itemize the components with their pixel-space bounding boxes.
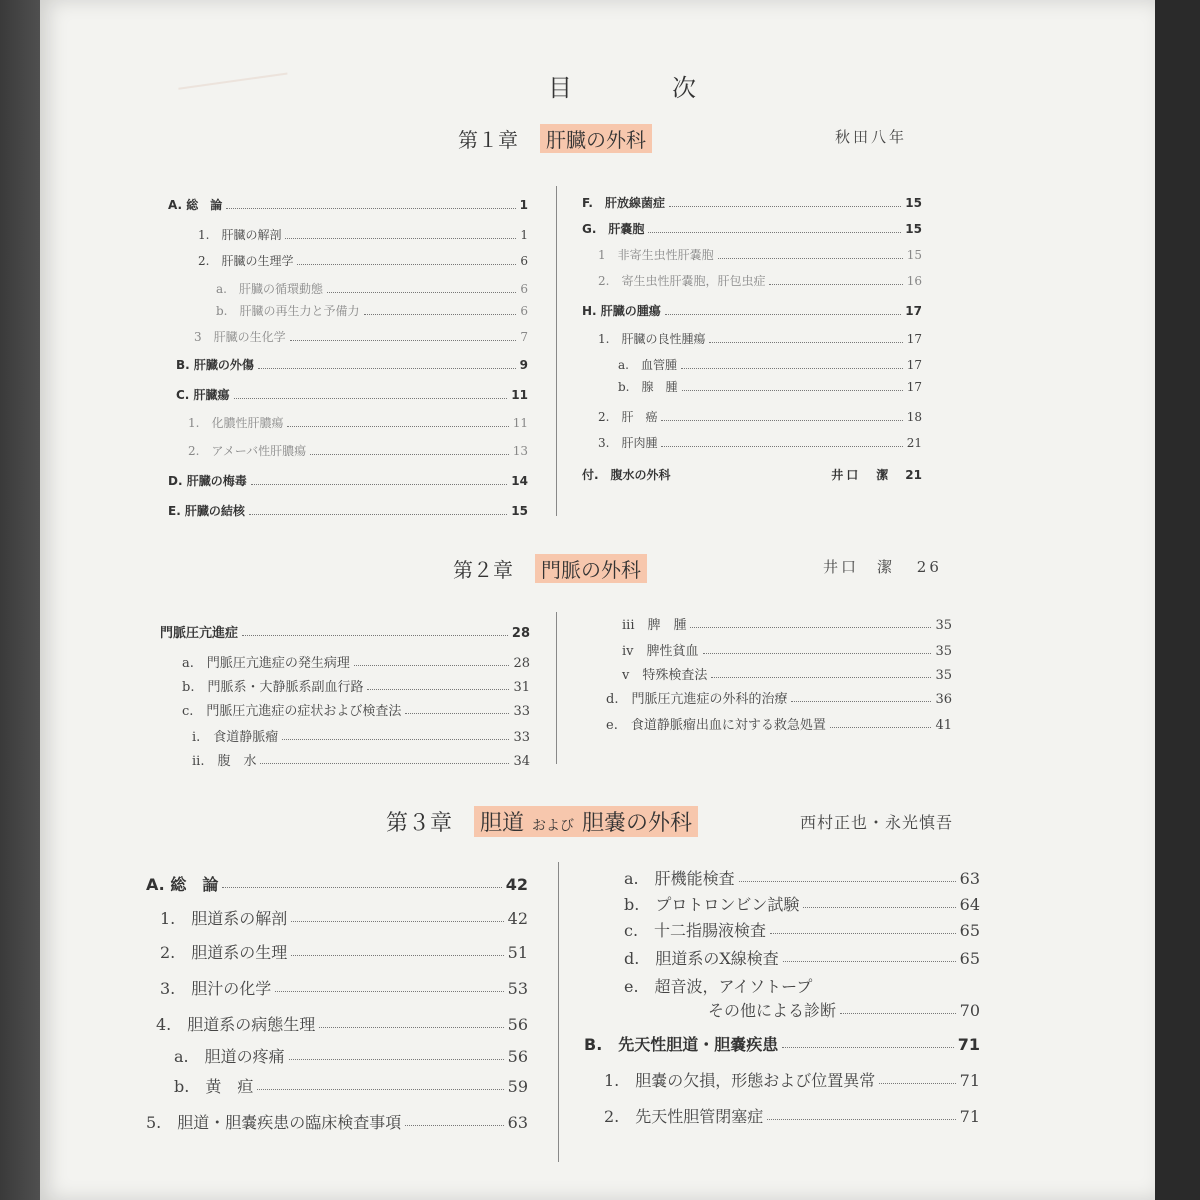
toc-entry <box>174 1074 528 1097</box>
dot-leader <box>803 906 955 908</box>
toc-entry-page: 31 <box>513 680 530 695</box>
toc-entry-page: 33 <box>513 730 530 745</box>
toc-entry <box>198 252 528 269</box>
toc-entry-label: 1. 化膿性肝膿瘍 <box>188 416 284 430</box>
toc-entry-label: 4. 胆道系の病態生理 <box>156 1015 316 1034</box>
dot-leader <box>648 231 901 233</box>
chapter-2-heading <box>453 554 647 583</box>
toc-entry <box>182 676 530 695</box>
toc-entry-label: a. 肝機能検査 <box>624 869 735 888</box>
toc-entry <box>160 622 530 641</box>
toc-entry-label: e. 食道静脈瘤出血に対する救急処置 <box>606 718 826 733</box>
toc-entry-page: 53 <box>507 979 528 998</box>
toc-entry-page: 64 <box>959 895 980 914</box>
toc-entry <box>606 714 952 733</box>
toc-entry-label: d. 門脈圧亢進症の外科的治療 <box>606 692 788 707</box>
toc-entry-page: 28 <box>511 626 530 641</box>
dot-leader <box>718 257 903 259</box>
toc-entry-page: 42 <box>505 875 528 894</box>
dot-leader <box>770 932 956 934</box>
toc-entry-page: 63 <box>959 869 980 888</box>
toc-entry-page: 70 <box>959 1001 980 1020</box>
toc-entry-label: b. 門脈系・大静脈系副血行路 <box>182 680 364 695</box>
toc-entry-label: B. 先天性胆道・胆嚢疾患 <box>584 1035 779 1054</box>
toc-entry <box>622 664 952 683</box>
toc-entry <box>604 1104 980 1127</box>
toc-entry <box>624 946 980 969</box>
toc-entry <box>598 330 922 347</box>
dot-leader <box>711 676 931 678</box>
dot-leader <box>297 263 516 265</box>
toc-entry-page: 13 <box>512 444 528 458</box>
toc-entry-page: 36 <box>935 692 952 707</box>
dot-leader <box>367 688 509 690</box>
toc-entry-label: H. 肝臓の腫瘍 <box>582 304 661 318</box>
toc-entry <box>582 302 922 319</box>
toc-entry-label: F. 肝放線菌症 <box>582 196 665 210</box>
faint-stamp-mark <box>178 73 291 120</box>
chapter-1-number: 第１章 <box>458 128 518 152</box>
toc-entry-page: 33 <box>513 704 530 719</box>
toc-entry-page: 71 <box>957 1035 980 1054</box>
dot-leader <box>364 313 517 315</box>
toc-entry-page: 6 <box>520 282 528 296</box>
dot-leader <box>234 397 508 399</box>
toc-entry <box>174 1044 528 1067</box>
toc-entry-page: 41 <box>935 718 952 733</box>
dot-leader <box>405 712 509 714</box>
toc-entry-label: e. 超音波，アイソトープ <box>624 977 813 996</box>
dot-leader <box>291 954 503 956</box>
chapter-1-title: 肝臓の外科 <box>540 124 652 153</box>
toc-entry <box>624 866 980 889</box>
chapter-3-divider <box>558 862 559 1162</box>
toc-entry-page: 35 <box>935 668 952 683</box>
dot-leader <box>879 1082 955 1084</box>
toc-entry <box>708 998 980 1021</box>
toc-entry <box>618 378 922 395</box>
toc-entry-page: 6 <box>520 304 528 318</box>
toc-entry-label: 3. 肝肉腫 <box>598 436 658 450</box>
chapter-3-heading <box>386 806 698 837</box>
toc-entry <box>182 652 530 671</box>
toc-entry-page: 63 <box>507 1113 528 1132</box>
toc-entry-page: 71 <box>959 1107 980 1126</box>
toc-entry <box>606 688 952 707</box>
toc-entry <box>598 408 922 425</box>
toc-entry-page: 65 <box>959 949 980 968</box>
dot-leader <box>257 1088 503 1090</box>
toc-entry <box>168 196 528 213</box>
dot-leader <box>681 367 903 369</box>
toc-entry <box>192 726 530 745</box>
toc-entry <box>582 220 922 237</box>
toc-entry-label: 2. 肝 癌 <box>598 410 658 424</box>
chapter-3-title-part-a: 胆道 <box>480 811 525 836</box>
toc-entry-page: 17 <box>906 380 922 394</box>
dot-leader <box>665 313 902 315</box>
dot-leader <box>242 634 508 636</box>
toc-entry-page: 21 <box>905 468 922 482</box>
toc-entry-page: 17 <box>906 332 922 346</box>
toc-entry-page: 42 <box>507 909 528 928</box>
toc-entry-label: 2. 肝臓の生理学 <box>198 254 294 268</box>
chapter-1-divider <box>556 186 557 516</box>
toc-entry-page: 15 <box>905 222 922 236</box>
toc-entry-page: 59 <box>507 1077 528 1096</box>
toc-entry <box>198 226 528 243</box>
toc-entry-label: a. 血管腫 <box>618 358 677 372</box>
toc-entry-page: 17 <box>906 358 922 372</box>
toc-entry-page: 15 <box>511 504 528 518</box>
toc-entry-label: 1. 胆嚢の欠損，形態および位置異常 <box>604 1071 876 1090</box>
chapter-2-divider <box>556 612 557 764</box>
toc-entry-label: 2. 先天性胆管閉塞症 <box>604 1107 764 1126</box>
dot-leader <box>289 1058 504 1060</box>
toc-entry-label: c. 門脈圧亢進症の症状および検査法 <box>182 704 402 719</box>
toc-entry-label: 1 非寄生虫性肝嚢胞 <box>598 248 714 262</box>
toc-entry-label: A. 総 論 <box>146 875 219 894</box>
toc-entry-page: 15 <box>906 248 922 262</box>
toc-entry <box>146 872 528 895</box>
toc-entry-page: 11 <box>511 388 528 402</box>
toc-entry-label: 3 肝臓の生化学 <box>194 330 286 344</box>
dot-leader <box>661 445 902 447</box>
chapter-2-author-name: 井口 潔 <box>823 558 896 576</box>
dot-leader <box>782 1046 953 1048</box>
toc-entry-page: 56 <box>507 1015 528 1034</box>
toc-entry <box>182 700 530 719</box>
toc-entry-label: B. 肝臓の外傷 <box>176 358 254 372</box>
dot-leader <box>830 726 932 728</box>
toc-entry-label: b. 黄 疸 <box>174 1077 254 1096</box>
toc-entry-label: a. 肝臓の循環動態 <box>216 282 323 296</box>
chapter-3-title <box>474 806 698 837</box>
chapter-3-title-conjunction: および <box>532 818 575 834</box>
toc-entry <box>582 466 922 483</box>
chapter-2-number: 第２章 <box>453 558 513 582</box>
toc-entry-label: a. 胆道の疼痛 <box>174 1047 285 1066</box>
dot-leader <box>675 477 828 478</box>
toc-entry-label: 1. 肝臓の解剖 <box>198 228 282 242</box>
dot-leader <box>739 880 956 882</box>
toc-entry <box>216 280 528 297</box>
toc-entry-page: 56 <box>507 1047 528 1066</box>
dot-leader <box>251 483 508 485</box>
toc-entry <box>160 976 528 999</box>
toc-entry-label: 2. アメーバ性肝膿瘍 <box>188 444 307 458</box>
toc-entry-label: その他による診断 <box>708 1001 837 1020</box>
toc-entry-page: 16 <box>906 274 922 288</box>
dot-leader <box>290 339 517 341</box>
toc-entry <box>622 640 952 659</box>
toc-entry-page: 1 <box>520 228 528 242</box>
dot-leader <box>709 341 902 343</box>
toc-entry-label: 1. 胆道系の解剖 <box>160 909 288 928</box>
toc-entry <box>160 906 528 929</box>
toc-entry <box>216 302 528 319</box>
dot-leader <box>661 419 902 421</box>
toc-entry-label: b. プロトロンビン試験 <box>624 895 800 914</box>
dot-leader <box>816 988 976 989</box>
toc-entry <box>192 750 530 769</box>
dot-leader <box>682 389 903 391</box>
dot-leader <box>690 626 931 628</box>
dot-leader <box>226 207 515 209</box>
toc-entry <box>624 892 980 915</box>
dot-leader <box>405 1124 503 1126</box>
toc-entry-label: iv 脾性貧血 <box>622 644 699 659</box>
toc-entry <box>188 414 528 431</box>
toc-entry-label: C. 肝臓瘍 <box>176 388 230 402</box>
dot-leader <box>769 283 902 285</box>
toc-entry <box>156 1012 528 1035</box>
toc-entry <box>176 386 528 403</box>
chapter-3-author: 西村正也・永光慎吾 <box>800 813 954 832</box>
toc-entry-label: G. 肝嚢胞 <box>582 222 645 236</box>
dot-leader <box>285 237 516 239</box>
toc-entry <box>194 328 528 345</box>
toc-entry-page: 51 <box>507 943 528 962</box>
toc-entry <box>582 194 922 211</box>
toc-entry-label: v 特殊検査法 <box>622 668 708 683</box>
toc-entry-page: 11 <box>512 416 528 430</box>
dot-leader <box>275 990 503 992</box>
toc-entry-label: d. 胆道系のX線検査 <box>624 949 779 968</box>
dot-leader <box>260 762 509 764</box>
dot-leader <box>840 1012 956 1014</box>
toc-entry <box>622 614 952 633</box>
dot-leader <box>222 886 501 888</box>
toc-entry-page: 35 <box>935 618 952 633</box>
toc-entry <box>624 974 980 997</box>
toc-entry <box>176 356 528 373</box>
toc-entry <box>598 434 922 451</box>
toc-entry-label: 門脈圧亢進症 <box>160 626 239 641</box>
toc-entry-label: b. 腺 腫 <box>618 380 678 394</box>
toc-entry-page: 71 <box>959 1071 980 1090</box>
toc-entry-page: 21 <box>906 436 922 450</box>
toc-entry-page: 15 <box>905 196 922 210</box>
dot-leader <box>783 960 956 962</box>
toc-entry-label: 5. 胆道・胆嚢疾患の臨床検査事項 <box>146 1113 402 1132</box>
dot-leader <box>669 205 901 207</box>
toc-entry <box>188 442 528 459</box>
dot-leader <box>282 738 509 740</box>
chapter-3-number: 第３章 <box>386 811 453 836</box>
toc-entry <box>168 472 528 489</box>
toc-entry-label: 1. 肝臓の良性腫瘍 <box>598 332 706 346</box>
chapter-1-heading <box>458 124 652 153</box>
toc-entry-page: 7 <box>520 330 528 344</box>
toc-entry-page: 14 <box>511 474 528 488</box>
chapter-2-author-page: 26 <box>916 558 942 576</box>
toc-entry <box>160 940 528 963</box>
toc-entry-page: 34 <box>513 754 530 769</box>
toc-entry-label: E. 肝臓の結核 <box>168 504 245 518</box>
toc-entry-page: 17 <box>905 304 922 318</box>
toc-entry <box>604 1068 980 1091</box>
dot-leader <box>291 920 503 922</box>
toc-entry-label: ii. 腹 水 <box>192 754 257 769</box>
toc-entry-page: 28 <box>513 656 530 671</box>
toc-entry-label: 付. 腹水の外科 <box>582 468 671 482</box>
dot-leader <box>319 1026 503 1028</box>
dot-leader <box>767 1118 955 1120</box>
toc-entry-author: 井口 潔 <box>831 468 892 482</box>
toc-entry-label: D. 肝臓の梅毒 <box>168 474 247 488</box>
toc-entry <box>168 502 528 519</box>
toc-entry-label: a. 門脈圧亢進症の発生病理 <box>182 656 350 671</box>
toc-entry-label: iii 脾 腫 <box>622 618 687 633</box>
chapter-3-title-part-b: 胆嚢の外科 <box>582 811 693 836</box>
dot-leader <box>327 291 516 293</box>
toc-entry-page: 65 <box>959 921 980 940</box>
dot-leader <box>287 425 508 427</box>
toc-entry <box>584 1032 980 1055</box>
toc-entry-label: c. 十二指腸液検査 <box>624 921 767 940</box>
toc-entry <box>598 272 922 289</box>
toc-entry-label: 2. 胆道系の生理 <box>160 943 288 962</box>
dot-leader <box>703 652 932 654</box>
toc-entry-label: 3. 胆汁の化学 <box>160 979 272 998</box>
toc-entry-label: A. 総 論 <box>168 198 223 212</box>
toc-entry <box>146 1110 528 1133</box>
toc-entry <box>598 246 922 263</box>
toc-entry-page: 18 <box>906 410 922 424</box>
toc-entry-page: 9 <box>519 358 528 372</box>
chapter-1-author: 秋田八年 <box>835 128 908 146</box>
toc-entry-label: b. 肝臓の再生力と予備力 <box>216 304 360 318</box>
dot-leader <box>791 700 931 702</box>
toc-entry-label: i. 食道静脈瘤 <box>192 730 279 745</box>
dot-leader <box>249 513 507 515</box>
toc-entry <box>624 918 980 941</box>
dot-leader <box>310 453 509 455</box>
toc-entry-label: 2. 寄生虫性肝嚢胞，肝包虫症 <box>598 274 766 288</box>
toc-entry-page: 6 <box>520 254 528 268</box>
toc-entry-page: 35 <box>935 644 952 659</box>
page-title: 目 次 <box>548 74 734 102</box>
chapter-2-title: 門脈の外科 <box>535 554 647 583</box>
chapter-2-author <box>823 556 942 577</box>
toc-entry-page: 1 <box>519 198 528 212</box>
dot-leader <box>354 664 510 666</box>
book-page <box>40 0 1155 1200</box>
toc-entry <box>618 356 922 373</box>
dot-leader <box>258 367 516 369</box>
